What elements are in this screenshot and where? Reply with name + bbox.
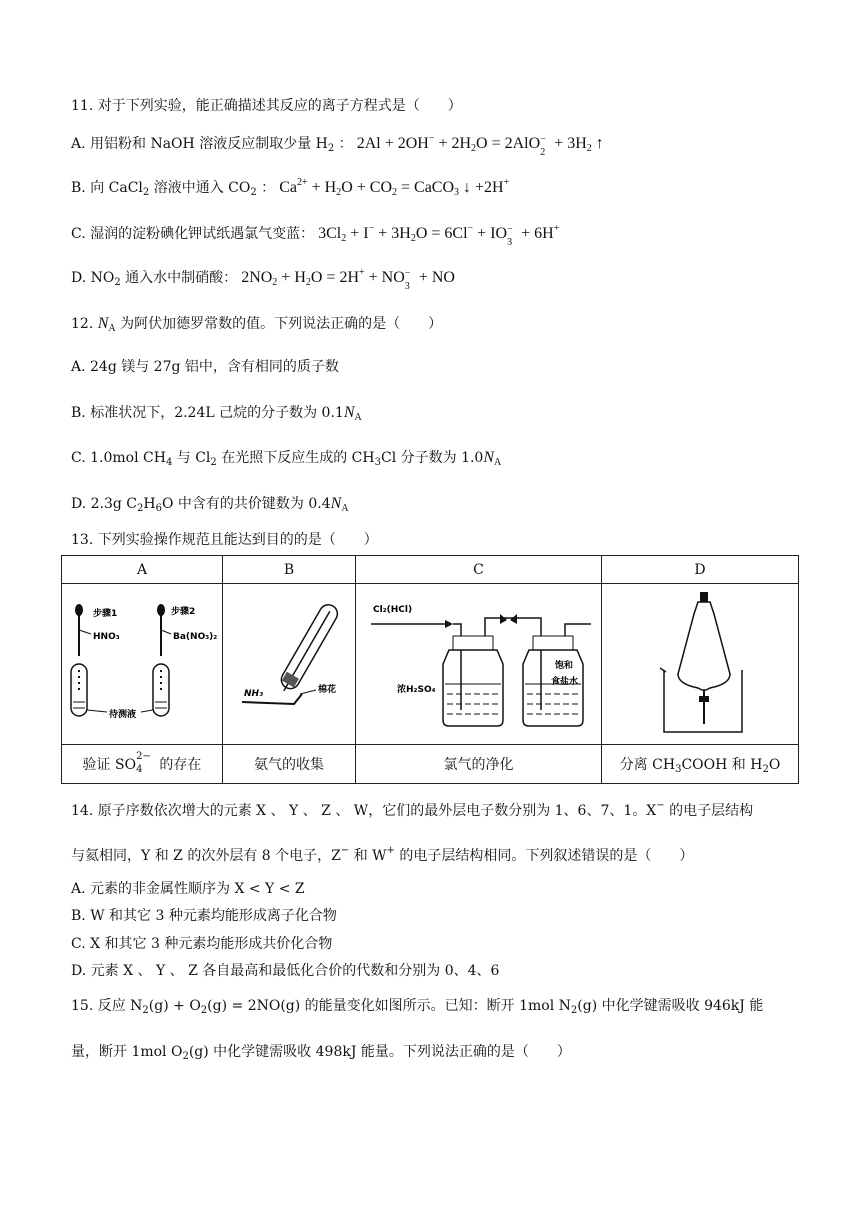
q14-line2: 与氦相同，Y 和 Z 的次外层有 8 个电子，Z− 和 W+ 的电子层结构相同。下列叙述错误的是（ ） bbox=[71, 845, 694, 864]
q12-option-b: B. 标准状况下，2.24L 己烷的分子数为 $0.1N_A$ bbox=[71, 404, 362, 423]
q14-option-c: C. X 和其它 3 种元素均能形成共价化合物 bbox=[71, 936, 333, 952]
q11-option-d: D. $NO_2$ 通入水中制硝酸： $2NO_2 + H_2O = 2H^+$ + NO − 3 + NO bbox=[71, 267, 455, 292]
q14-option-a: A. 元素的非金属性顺序为 X < Y < Z bbox=[71, 881, 305, 897]
q14-option-d: D. 元素 X 、 Y 、 Z 各自最高和最低化合价的代数和分别为 0、4、6 bbox=[71, 963, 500, 979]
caption-d: 分离 $CH_3COOH$ 和 $H_2O$ bbox=[602, 745, 799, 784]
q12-option-d: D. 2.3g $C_2H_6O$ 中含有的共价键数为 $0.4N_A$ bbox=[71, 495, 349, 514]
svg-text:浓H₂SO₄: 浓H₂SO₄ bbox=[397, 685, 436, 695]
q14-line1: 14. 原子序数依次增大的元素 X 、 Y 、 Z 、 W，它们的最外层电子数分别为 1、6、7、1。X− 的电子层结构 bbox=[71, 800, 754, 819]
caption-a: 验证 SO 2− 4 的存在 bbox=[62, 745, 223, 784]
svg-text:HNO₃: HNO₃ bbox=[93, 632, 120, 642]
caption-c: 氯气的净化 bbox=[356, 745, 602, 784]
q15-line2: 量，断开 1mol $O_2(g)$ 中化学键需吸收 498kJ 能量。下列说法正确的是（ ） bbox=[71, 1044, 571, 1062]
q13-table bbox=[61, 555, 799, 784]
q13-stem: 13. 下列实验操作规范且能达到目的的是（ ） bbox=[71, 532, 378, 548]
svg-text:步骤2: 步骤2 bbox=[171, 607, 196, 617]
q12-option-c: C. 1.0mol $CH_4$ 与 $Cl_2$ 在光照下反应生成的 $CH_3Cl$ 分子数为 $1.0N_A$ bbox=[71, 449, 502, 468]
q12-stem: 12. $N_A$ 为阿伏加德罗常数的值。下列说法正确的是（ ） bbox=[71, 315, 443, 334]
q11-option-c: C. 湿润的淀粉碘化钾试纸遇氯气变蓝： $3Cl_2 + I^- + 3H_2O = 6Cl^-$ + IO − 3 + 6H+ bbox=[71, 223, 560, 248]
svg-text:步骤1: 步骤1 bbox=[93, 609, 118, 619]
svg-text:待测液: 待测液 bbox=[109, 710, 137, 720]
q11-stem: 11. 对于下列实验，能正确描述其反应的离子方程式是（ ） bbox=[71, 98, 462, 114]
header-a: A bbox=[62, 556, 223, 584]
figure-d-separatory-funnel bbox=[602, 584, 799, 745]
q11-option-a: A. 用铝粉和 NaOH 溶液反应制取少量 $H_2$ ： $2Al + 2OH^- + 2H_2O = 2AlO$ − 2 + $3H_2$ ↑ bbox=[71, 133, 604, 158]
caption-b: 氨气的收集 bbox=[223, 745, 356, 784]
q11-option-b: B. 向 CaCl$_2$ 溶液中通入 $CO_2$ ： $Ca^{2+} + H_2O + CO_2$ = CaCO$_3$ ↓ +2H+ bbox=[71, 177, 510, 198]
svg-text:Ba(NO₃)₂: Ba(NO₃)₂ bbox=[173, 632, 218, 642]
figure-c-gas-washing bbox=[356, 584, 602, 745]
q12-option-a: A. 24g 镁与 27g 铝中，含有相同的质子数 bbox=[71, 359, 339, 375]
header-c: C bbox=[356, 556, 602, 584]
svg-text:食盐水: 食盐水 bbox=[551, 677, 579, 687]
figure-b-ammonia-collection bbox=[223, 584, 356, 745]
header-d: D bbox=[602, 556, 799, 584]
q15-line1: 15. 反应 $N_2(g) + O_2(g) = 2NO(g)$ 的能量变化如图所示。已知：断开 1mol $N_2(g)$ 中化学键需吸收 946kJ 能 bbox=[71, 998, 764, 1016]
svg-text:饱和: 饱和 bbox=[555, 661, 574, 671]
figure-a-test-tubes bbox=[62, 584, 223, 745]
q14-option-b: B. W 和其它 3 种元素均能形成离子化合物 bbox=[71, 908, 337, 924]
svg-text:棉花: 棉花 bbox=[318, 685, 337, 695]
svg-text:NH₃: NH₃ bbox=[244, 689, 264, 699]
svg-text:Cl₂(HCl): Cl₂(HCl) bbox=[373, 605, 413, 615]
header-b: B bbox=[223, 556, 356, 584]
